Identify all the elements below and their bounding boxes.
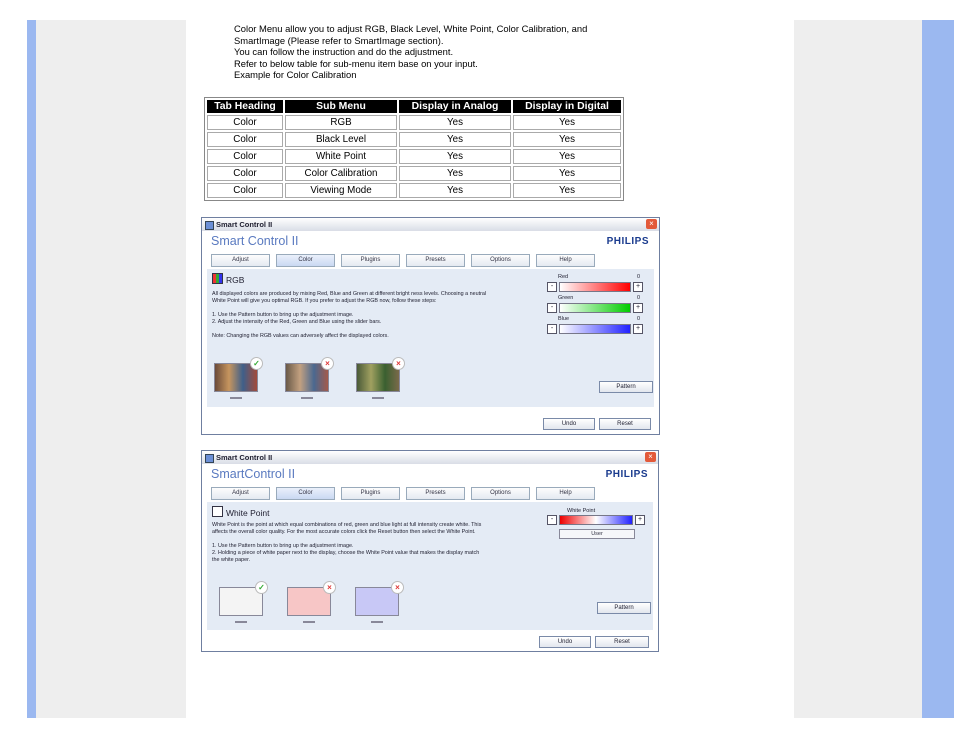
window-titlebar [202, 451, 658, 464]
monitor-stand [230, 391, 242, 399]
tab-adjust[interactable]: Adjust [211, 254, 270, 267]
text-line: 1. Use the Pattern button to bring up the adjustment image. [212, 312, 354, 318]
minus-button[interactable]: - [547, 515, 557, 525]
intro-line: Color Menu allow you to adjust RGB, Black Level, White Point, Color Calibration, and [234, 23, 588, 34]
slider-label: Green [558, 295, 574, 301]
text-line: 2. Adjust the intensity of the Red, Green and Blue using the slider bars. [212, 319, 382, 325]
intro-line: Refer to below table for sub-menu item base on your input. [234, 57, 478, 69]
table-cell: Yes [513, 149, 621, 164]
table-cell: Color [207, 183, 283, 198]
white-point-screenshot-window [201, 450, 659, 652]
slider-value: 0 [637, 274, 641, 280]
monitor-thumbnail-selected[interactable] [214, 359, 260, 399]
minus-button[interactable]: - [547, 303, 557, 313]
col-header: Sub Menu [285, 100, 397, 113]
col-header: Tab Heading [207, 100, 283, 113]
app-title: SmartControl II [211, 467, 296, 481]
text-line: All displayed colors are produced by mixing Red, Blue and Green at different bright ness levels. Choosing a neutral [212, 291, 487, 297]
right-blue-bar [922, 20, 954, 718]
plus-button[interactable]: + [635, 515, 645, 525]
text-line: White Point will give you optimal RGB. If you prefer to adjust the RGB now, follow these steps: [212, 298, 437, 304]
monitor-stand [301, 391, 313, 399]
text-line [212, 536, 481, 543]
slider-value: 0 [637, 295, 641, 301]
green-slider[interactable] [547, 303, 643, 313]
intro-text [234, 23, 654, 81]
minus-button[interactable]: - [547, 324, 557, 334]
monitor-stand [371, 615, 383, 623]
tab-options[interactable]: Options [471, 254, 530, 267]
table-cell: Viewing Mode [285, 183, 397, 198]
intro-line: You can follow the instruction and do the adjustment. [234, 46, 454, 58]
text-line [212, 305, 486, 312]
undo-button[interactable]: Undo [543, 418, 595, 430]
table-cell: White Point [285, 149, 397, 164]
x-icon: × [323, 581, 336, 594]
monitor-stand [235, 615, 247, 623]
tab-color[interactable]: Color [276, 254, 335, 267]
slider-label: Red [558, 274, 569, 280]
table-cell: Yes [399, 149, 511, 164]
left-blue-bar [27, 20, 36, 718]
tab-presets[interactable]: Presets [406, 487, 465, 500]
table-row [207, 166, 621, 181]
pattern-button[interactable]: Pattern [597, 602, 651, 614]
app-icon [205, 454, 214, 463]
color-submenu-table [204, 97, 624, 201]
text-line: Note: Changing the RGB values can adversely affect the displayed colors. [212, 333, 389, 339]
table-cell: Yes [399, 183, 511, 198]
table-cell: Yes [513, 132, 621, 147]
white-point-slider[interactable] [547, 515, 645, 525]
window-title: Smart Control II [216, 453, 273, 462]
x-icon: × [391, 581, 404, 594]
table-cell: Yes [513, 115, 621, 130]
table-cell: Yes [399, 115, 511, 130]
text-line: affects the overall color quality. For the most accurate colors click the Reset button then select the White Point. [212, 529, 476, 535]
tab-options[interactable]: Options [471, 487, 530, 500]
text-line: White Point is the point at which equal combinations of red, green and blue light at full intensity create white. This [212, 522, 482, 528]
white-point-icon [212, 506, 223, 517]
monitor-thumbnail[interactable] [356, 359, 401, 399]
window-title: Smart Control II [216, 220, 273, 229]
table-cell: Yes [513, 183, 621, 198]
col-header: Display in Analog [399, 100, 511, 113]
plus-button[interactable]: + [633, 282, 643, 292]
table-cell: Color [207, 149, 283, 164]
table-cell: RGB [285, 115, 397, 130]
tab-help[interactable]: Help [536, 254, 595, 267]
table-cell: Color [207, 132, 283, 147]
window-titlebar [202, 218, 659, 231]
x-icon: × [321, 357, 334, 370]
philips-logo: PHILIPS [606, 236, 649, 247]
monitor-thumbnail[interactable] [285, 359, 330, 399]
reset-button[interactable]: Reset [595, 636, 649, 648]
minus-button[interactable]: - [547, 282, 557, 292]
left-gray-margin [36, 20, 186, 718]
monitor-stand [303, 615, 315, 623]
slider-value: 0 [637, 316, 641, 322]
content-panel [207, 269, 654, 407]
intro-line: SmartImage (Please refer to SmartImage section). [234, 34, 444, 46]
tab-help[interactable]: Help [536, 487, 595, 500]
close-icon[interactable]: × [646, 219, 657, 229]
tab-bar [211, 254, 595, 267]
text-line [212, 326, 486, 333]
tab-plugins[interactable]: Plugins [341, 487, 400, 500]
table-cell: Black Level [285, 132, 397, 147]
tab-bar [211, 487, 595, 500]
rgb-icon [212, 273, 223, 284]
plus-button[interactable]: + [633, 303, 643, 313]
rgb-screenshot-window [201, 217, 660, 435]
app-icon [205, 221, 214, 230]
table-row [207, 115, 621, 130]
monitor-thumbnail[interactable] [287, 583, 332, 623]
table-row [207, 132, 621, 147]
table-cell: Color Calibration [285, 166, 397, 181]
tab-presets[interactable]: Presets [406, 254, 465, 267]
white-point-slider-track[interactable] [559, 515, 633, 525]
close-icon[interactable]: × [645, 452, 656, 462]
user-select[interactable]: User [559, 529, 635, 539]
table-header-row [207, 100, 621, 113]
slider-label: Blue [558, 316, 570, 322]
table-row [207, 149, 621, 164]
monitor-thumbnail-selected[interactable] [219, 583, 265, 623]
check-icon: ✓ [250, 357, 263, 370]
monitor-thumbnail[interactable] [355, 583, 400, 623]
description-text [212, 291, 486, 340]
reset-button[interactable]: Reset [599, 418, 651, 430]
app-title: Smart Control II [211, 234, 299, 248]
undo-button[interactable]: Undo [539, 636, 591, 648]
text-line: 1. Use the Pattern button to bring up the adjustment image. [212, 543, 354, 549]
blue-slider[interactable] [547, 324, 643, 334]
red-slider-track[interactable] [559, 282, 631, 292]
text-line: 2. Holding a piece of white paper next to the display, choose the White Point value that makes the display match [212, 550, 480, 556]
intro-line: Example for Color Calibration [234, 69, 357, 81]
red-slider[interactable] [547, 282, 643, 292]
table-cell: Yes [399, 166, 511, 181]
content-panel [207, 502, 653, 630]
tab-color[interactable]: Color [276, 487, 335, 500]
section-heading: RGB [212, 273, 244, 285]
blue-slider-track[interactable] [559, 324, 631, 334]
tab-plugins[interactable]: Plugins [341, 254, 400, 267]
text-line: the white paper. [212, 557, 251, 563]
philips-logo: PHILIPS [605, 469, 648, 480]
right-gray-margin [794, 20, 922, 718]
monitor-stand [372, 391, 384, 399]
table-cell: Yes [513, 166, 621, 181]
x-icon: × [392, 357, 405, 370]
pattern-button[interactable]: Pattern [599, 381, 653, 393]
check-icon: ✓ [255, 581, 268, 594]
section-heading: White Point [212, 506, 269, 518]
description-text [212, 522, 481, 564]
tab-adjust[interactable]: Adjust [211, 487, 270, 500]
table-cell: Color [207, 166, 283, 181]
green-slider-track[interactable] [559, 303, 631, 313]
plus-button[interactable]: + [633, 324, 643, 334]
table-cell: Color [207, 115, 283, 130]
slider-label: White Point [567, 508, 596, 514]
table-row [207, 183, 621, 198]
col-header: Display in Digital [513, 100, 621, 113]
table-cell: Yes [399, 132, 511, 147]
